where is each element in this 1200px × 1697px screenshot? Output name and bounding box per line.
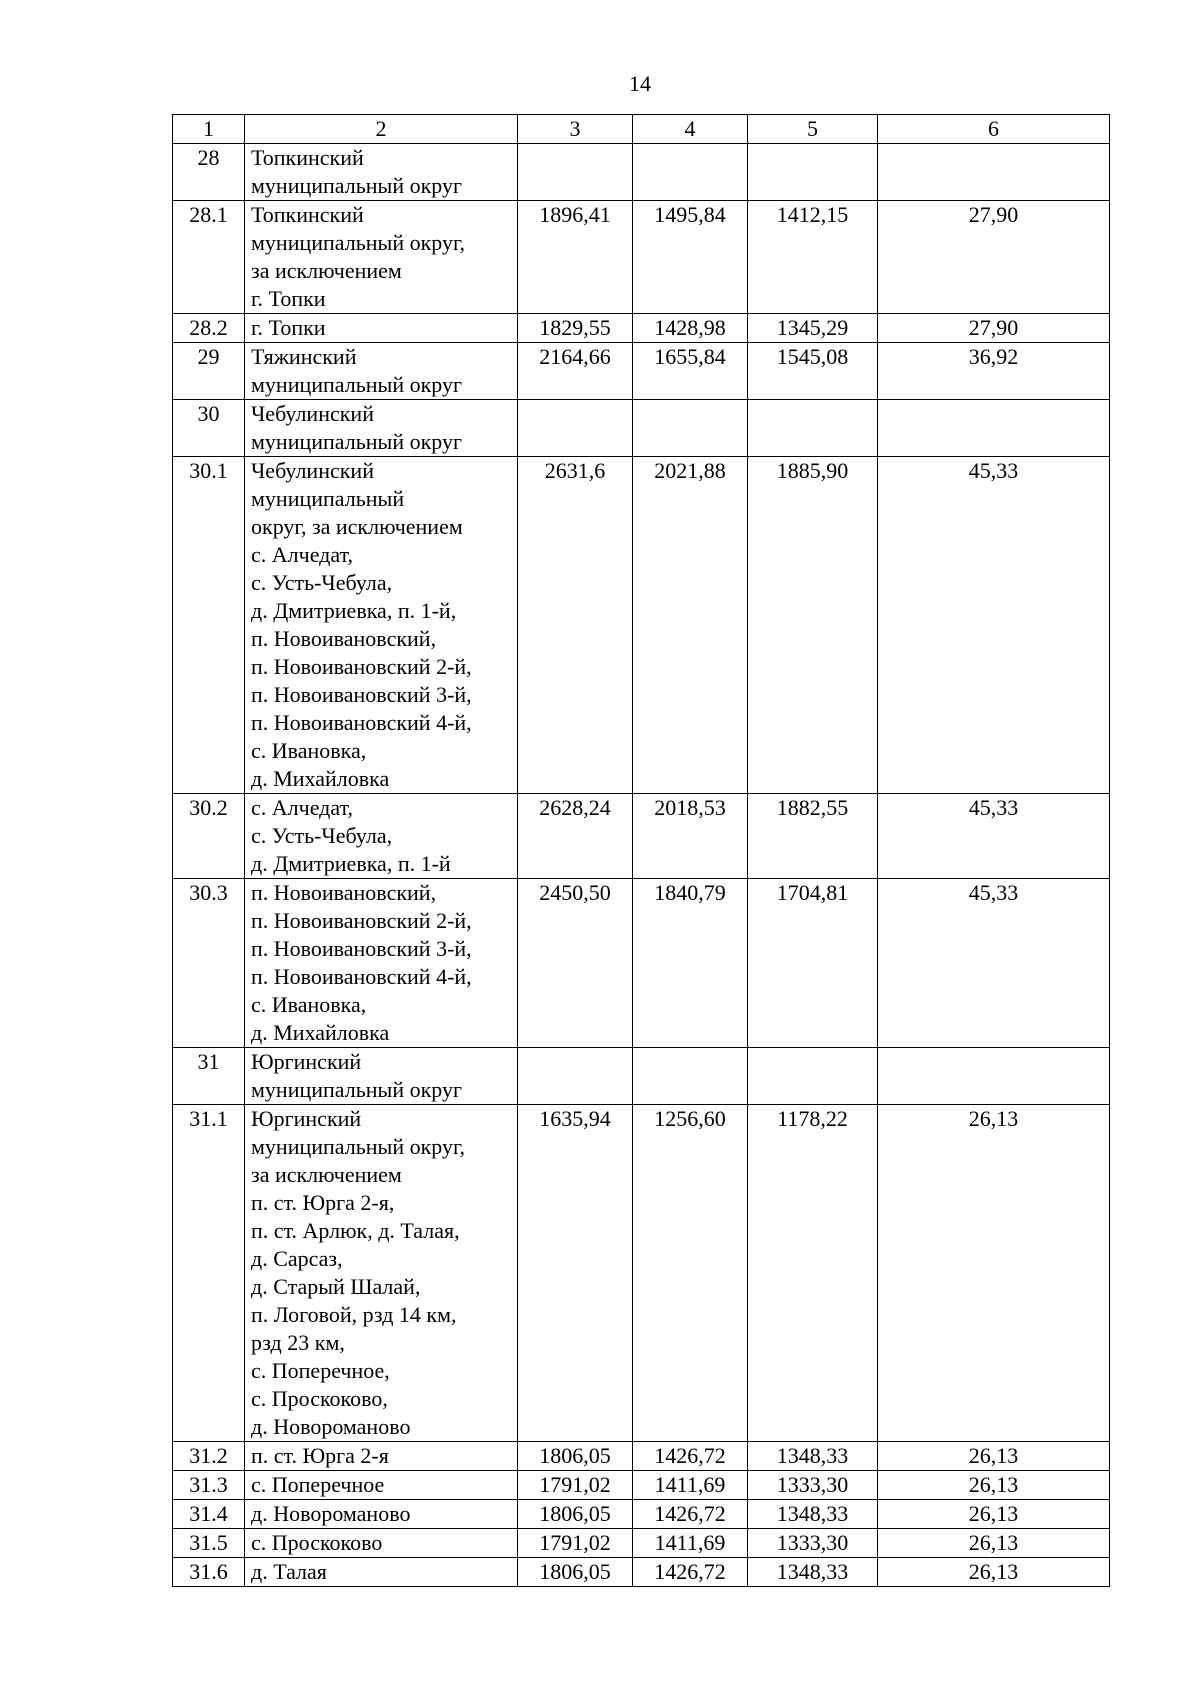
territory-name-line: п. Новоивановский 2-й,: [251, 908, 472, 933]
territory-name-cell: [245, 314, 518, 343]
territory-name-line: за исключением: [251, 258, 402, 283]
row-number-cell: 31.3: [173, 1471, 245, 1500]
territory-name-line: Чебулинский: [251, 401, 374, 426]
value-cell-5: [748, 400, 878, 457]
value-cell-3: [518, 400, 633, 457]
row-number-cell: 29: [173, 343, 245, 400]
territory-name-line: п. Новоивановский 4-й,: [251, 710, 472, 735]
value-cell-6: 26,13: [878, 1558, 1110, 1587]
header-cell-5: 5: [748, 115, 878, 144]
row-number-cell: 31.4: [173, 1500, 245, 1529]
territory-name-line: п. ст. Юрга 2-я: [251, 1443, 389, 1468]
territory-name-line: муниципальный: [251, 486, 405, 511]
territory-name-line: с. Усть-Чебула,: [251, 570, 393, 595]
row-number-cell: 31.1: [173, 1105, 245, 1442]
territory-name-line: п. Новоивановский,: [251, 626, 437, 651]
value-cell-5: 1882,55: [748, 794, 878, 879]
territory-name-cell: [245, 457, 518, 794]
territory-name-line: п. ст. Юрга 2-я,: [251, 1190, 395, 1215]
value-cell-6: 27,90: [878, 314, 1110, 343]
tariff-table: [172, 114, 1110, 1587]
value-cell-3: 1806,05: [518, 1558, 633, 1587]
value-cell-3: 1806,05: [518, 1442, 633, 1471]
page-number: 14: [629, 71, 651, 96]
territory-name-line: п. Новоивановский 4-й,: [251, 964, 472, 989]
row-number-cell: 30.1: [173, 457, 245, 794]
territory-name-line: округ, за исключением: [251, 514, 463, 539]
territory-name-line: муниципальный округ,: [251, 230, 466, 255]
territory-name-line: с. Поперечное,: [251, 1358, 390, 1383]
header-cell-2: 2: [245, 115, 518, 144]
value-cell-4: 1840,79: [633, 879, 748, 1048]
territory-name-line: п. ст. Арлюк, д. Талая,: [251, 1218, 460, 1243]
header-cell-1: 1: [173, 115, 245, 144]
value-cell-6: 26,13: [878, 1105, 1110, 1442]
territory-name-cell: [245, 1529, 518, 1558]
value-cell-3: 1806,05: [518, 1500, 633, 1529]
value-cell-5: 1333,30: [748, 1471, 878, 1500]
territory-name-line: муниципальный округ: [251, 429, 463, 454]
territory-name-cell: [245, 1500, 518, 1529]
value-cell-3: [518, 1048, 633, 1105]
value-cell-3: 1896,41: [518, 201, 633, 314]
value-cell-6: [878, 144, 1110, 201]
row-number-cell: 31.2: [173, 1442, 245, 1471]
value-cell-3: 1635,94: [518, 1105, 633, 1442]
territory-name-line: п. Новоивановский,: [251, 880, 437, 905]
value-cell-4: 1256,60: [633, 1105, 748, 1442]
row-number-cell: 31.6: [173, 1558, 245, 1587]
value-cell-6: [878, 400, 1110, 457]
territory-name-cell: [245, 400, 518, 457]
value-cell-3: 1829,55: [518, 314, 633, 343]
territory-name-line: д. Талая: [251, 1559, 327, 1584]
value-cell-5: 1345,29: [748, 314, 878, 343]
territory-name-cell: [245, 1048, 518, 1105]
territory-name-line: с. Ивановка,: [251, 738, 367, 763]
table-row: [173, 879, 1110, 1048]
value-cell-5: [748, 144, 878, 201]
row-number-cell: 30.3: [173, 879, 245, 1048]
header-cell-6: 6: [878, 115, 1110, 144]
table-row: [173, 794, 1110, 879]
value-cell-3: 2450,50: [518, 879, 633, 1048]
table-row: [173, 343, 1110, 400]
value-cell-4: 1426,72: [633, 1500, 748, 1529]
row-number-cell: 30: [173, 400, 245, 457]
value-cell-4: 2018,53: [633, 794, 748, 879]
table-row: [173, 201, 1110, 314]
row-number-cell: 28.1: [173, 201, 245, 314]
territory-name-line: д. Сарсаз,: [251, 1246, 343, 1271]
table-row: [173, 1048, 1110, 1105]
territory-name-line: муниципальный округ: [251, 173, 463, 198]
table-row: [173, 1471, 1110, 1500]
territory-name-cell: [245, 144, 518, 201]
value-cell-5: 1348,33: [748, 1442, 878, 1471]
value-cell-3: 2628,24: [518, 794, 633, 879]
territory-name-line: муниципальный округ: [251, 1077, 463, 1102]
value-cell-4: [633, 144, 748, 201]
value-cell-3: [518, 144, 633, 201]
value-cell-6: 26,13: [878, 1442, 1110, 1471]
value-cell-5: 1545,08: [748, 343, 878, 400]
value-cell-3: 2631,6: [518, 457, 633, 794]
value-cell-4: 1411,69: [633, 1529, 748, 1558]
value-cell-5: 1333,30: [748, 1529, 878, 1558]
value-cell-4: 1655,84: [633, 343, 748, 400]
value-cell-4: 1428,98: [633, 314, 748, 343]
value-cell-6: 45,33: [878, 794, 1110, 879]
territory-name-line: г. Топки: [251, 315, 326, 340]
value-cell-6: 36,92: [878, 343, 1110, 400]
table-row: [173, 144, 1110, 201]
table-row: [173, 314, 1110, 343]
value-cell-6: [878, 1048, 1110, 1105]
row-number-cell: 28: [173, 144, 245, 201]
row-number-cell: 28.2: [173, 314, 245, 343]
table-row: [173, 1558, 1110, 1587]
territory-name-line: г. Топки: [251, 286, 326, 311]
territory-name-cell: [245, 1105, 518, 1442]
value-cell-6: 45,33: [878, 457, 1110, 794]
table-row: [173, 1529, 1110, 1558]
header-cell-4: 4: [633, 115, 748, 144]
territory-name-line: Чебулинский: [251, 458, 374, 483]
value-cell-3: 1791,02: [518, 1471, 633, 1500]
value-cell-6: 45,33: [878, 879, 1110, 1048]
value-cell-3: 1791,02: [518, 1529, 633, 1558]
table-row: [173, 457, 1110, 794]
territory-name-line: п. Новоивановский 3-й,: [251, 682, 472, 707]
territory-name-cell: [245, 343, 518, 400]
territory-name-line: д. Дмитриевка, п. 1-й,: [251, 598, 457, 623]
value-cell-4: [633, 400, 748, 457]
value-cell-4: 1411,69: [633, 1471, 748, 1500]
territory-name-line: д. Старый Шалай,: [251, 1274, 421, 1299]
value-cell-5: 1348,33: [748, 1500, 878, 1529]
territory-name-line: Юргинский: [251, 1106, 362, 1131]
value-cell-4: 2021,88: [633, 457, 748, 794]
territory-name-line: рзд 23 км,: [251, 1330, 345, 1355]
territory-name-line: Топкинский: [251, 145, 364, 170]
territory-name-line: с. Ивановка,: [251, 992, 367, 1017]
territory-name-line: муниципальный округ,: [251, 1134, 466, 1159]
territory-name-line: муниципальный округ: [251, 372, 463, 397]
territory-name-line: Тяжинский: [251, 344, 357, 369]
territory-name-line: за исключением: [251, 1162, 402, 1187]
territory-name-line: с. Алчедат,: [251, 542, 354, 567]
territory-name-line: п. Новоивановский 3-й,: [251, 936, 472, 961]
territory-name-line: с. Алчедат,: [251, 795, 354, 820]
territory-name-line: д. Михайловка: [251, 1020, 390, 1045]
value-cell-6: 27,90: [878, 201, 1110, 314]
territory-name-line: д. Новороманово: [251, 1414, 411, 1439]
territory-name-line: д. Михайловка: [251, 766, 390, 791]
value-cell-6: 26,13: [878, 1500, 1110, 1529]
value-cell-4: 1426,72: [633, 1442, 748, 1471]
territory-name-line: Топкинский: [251, 202, 364, 227]
table-row: [173, 400, 1110, 457]
value-cell-6: 26,13: [878, 1471, 1110, 1500]
row-number-cell: 30.2: [173, 794, 245, 879]
value-cell-5: [748, 1048, 878, 1105]
territory-name-line: Юргинский: [251, 1049, 362, 1074]
value-cell-6: 26,13: [878, 1529, 1110, 1558]
value-cell-5: 1412,15: [748, 201, 878, 314]
value-cell-5: 1704,81: [748, 879, 878, 1048]
row-number-cell: 31.5: [173, 1529, 245, 1558]
territory-name-line: д. Дмитриевка, п. 1-й: [251, 851, 451, 876]
table-row: [173, 1442, 1110, 1471]
value-cell-3: 2164,66: [518, 343, 633, 400]
territory-name-line: с. Усть-Чебула,: [251, 823, 393, 848]
territory-name-cell: [245, 1442, 518, 1471]
territory-name-cell: [245, 1471, 518, 1500]
table-row: [173, 1105, 1110, 1442]
row-number-cell: 31: [173, 1048, 245, 1105]
territory-name-line: с. Проскоково: [251, 1530, 383, 1555]
territory-name-line: с. Проскоково,: [251, 1386, 388, 1411]
value-cell-5: 1885,90: [748, 457, 878, 794]
value-cell-5: 1348,33: [748, 1558, 878, 1587]
territory-name-line: с. Поперечное: [251, 1472, 385, 1497]
territory-name-cell: [245, 201, 518, 314]
territory-name-cell: [245, 879, 518, 1048]
table-row: [173, 1500, 1110, 1529]
value-cell-5: 1178,22: [748, 1105, 878, 1442]
territory-name-line: п. Логовой, рзд 14 км,: [251, 1302, 457, 1327]
territory-name-cell: [245, 794, 518, 879]
value-cell-4: [633, 1048, 748, 1105]
table-header-row: [173, 115, 1110, 144]
territory-name-line: д. Новороманово: [251, 1501, 411, 1526]
value-cell-4: 1495,84: [633, 201, 748, 314]
header-cell-3: 3: [518, 115, 633, 144]
value-cell-4: 1426,72: [633, 1558, 748, 1587]
territory-name-cell: [245, 1558, 518, 1587]
territory-name-line: п. Новоивановский 2-й,: [251, 654, 472, 679]
